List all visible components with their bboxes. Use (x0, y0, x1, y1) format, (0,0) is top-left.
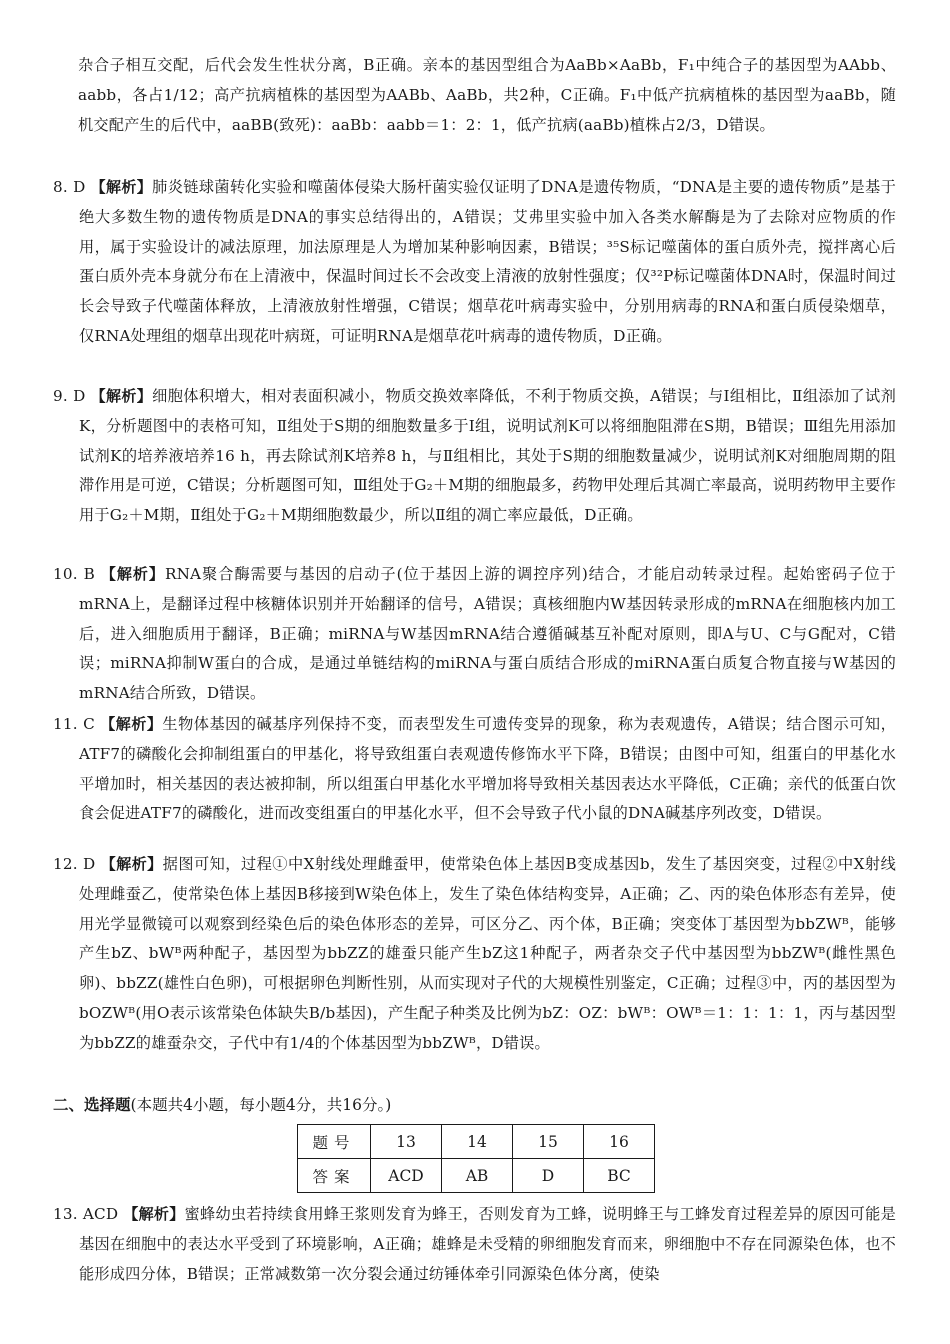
answer-item-12 (53, 850, 896, 1059)
analysis-tag: 【解析】 (123, 1205, 185, 1223)
analysis-tag: 【解析】 (90, 387, 153, 405)
item-text: 生物体基因的碱基序列保持不变，而表型发生可遗传变异的现象，称为表观遗传，A错误；结合图示可知，ATF7的磷酸化会抑制组蛋白的甲基化，将导致组蛋白表观遗传修饰水平下降，B错误；由图中可知，组蛋白的甲基化水平增加时，相关基因的表达被抑制，所以组蛋白甲基化水平增加将导致相关基因表达水平降低，C正确；亲代的低蛋白饮食会促进ATF7的磷酸化，进而改变组蛋白的甲基化水平，但不会导致子代小鼠的DNA碱基序列改变，D错误。 (79, 715, 896, 823)
answer-item-13 (53, 1200, 896, 1289)
item-number: 12. D (53, 855, 96, 873)
intro-paragraph: 杂合子相互交配，后代会发生性状分离，B正确。亲本的基因型组合为AaBb×AaBb，F₁中纯合子的基因型为AAbb、aabb，各占1/12；高产抗病植株的基因型为AABb、AaBb，共2种，C正确。F₁中低产抗病植株的基因型为aaBb，随机交配产生的后代中，aaBB(致死)：aaBb：aabb＝1：2：1，低产抗病(aaBb)植株占2/3，D错误。 (78, 56, 896, 134)
section-heading (53, 1091, 896, 1119)
answer-table (297, 1124, 655, 1193)
answer-item-9 (53, 382, 896, 531)
analysis-tag: 【解析】 (90, 178, 153, 196)
item-number: 13. ACD (53, 1205, 119, 1223)
table-cell: D (513, 1159, 584, 1193)
item-text: 据图可知，过程①中X射线处理雌蚕甲，使常染色体上基因B变成基因b，发生了基因突变，过程②中X射线处理雌蚕乙，使常染色体上基因B移接到W染色体上，发生了染色体结构变异，A正确；乙、丙的染色体形态有差异，使用光学显微镜可以观察到经染色后的染色体形态的差异，可区分乙、丙个体，B正确；突变体丁基因型为bbZWᴮ，能够产生bZ、bWᴮ两种配子，基因型为bbZZ的雄蚕只能产生bZ这1种配子，两者杂交子代中基因型为bbZWᴮ(雌性黑色卵)、bbZZ(雄性白色卵)，可根据卵色判断性别，从而实现对子代的大规模性别鉴定，C正确；过程③中，丙的基因型为bOZWᴮ(用O表示该常染色体缺失B/b基因)，产生配子种类及比例为bZ：OZ：bWᴮ：OWᴮ＝1：1：1：1，丙与基因型为bbZZ的雄蚕杂交，子代中有1/4的个体基因型为bbZWᴮ，D错误。 (79, 855, 896, 1052)
table-cell: 14 (442, 1125, 513, 1159)
section-subtitle: (本题共4小题，每小题4分，共16分。) (130, 1096, 392, 1114)
table-cell: 13 (371, 1125, 442, 1159)
item-number: 11. C (53, 715, 95, 733)
item-number: 9. D (53, 387, 86, 405)
item-text: 肺炎链球菌转化实验和噬菌体侵染大肠杆菌实验仅证明了DNA是遗传物质，“DNA是主要的遗传物质”是基于绝大多数生物的遗传物质是DNA的事实总结得出的，A错误；艾弗里实验中加入各类水解酶是为了去除对应物质的作用，属于实验设计的减法原理，加法原理是人为增加某种影响因素，B错误；³⁵S标记噬菌体的蛋白质外壳，搅拌离心后蛋白质外壳本身就分布在上清液中，保温时间过长不会改变上清液的放射性强度；仅³²P标记噬菌体DNA时，保温时间过长会导致子代噬菌体释放，上清液放射性增强，C错误；烟草花叶病毒实验中，分别用病毒的RNA和蛋白质侵染烟草，仅RNA处理组的烟草出现花叶病斑，可证明RNA是烟草花叶病毒的遗传物质，D正确。 (79, 178, 896, 345)
item-text: 细胞体积增大，相对表面积减小，物质交换效率降低，不利于物质交换，A错误；与Ⅰ组相比，Ⅱ组添加了试剂K，分析题图中的表格可知，Ⅱ组处于S期的细胞数量多于Ⅰ组，说明试剂K可以将细胞阻滞在S期，B错误；Ⅲ组先用添加试剂K的培养液培养16 h，再去除试剂K培养8 h，与Ⅱ组相比，其处于S期的细胞数量减少，说明试剂K对细胞周期的阻滞作用是可逆，C错误；分析题图可知，Ⅲ组处于G₂＋M期的细胞最多，药物甲处理后其凋亡率最高，说明药物甲主要作用于G₂＋M期，Ⅱ组处于G₂＋M期细胞数最少，所以Ⅱ组的凋亡率应最低，D正确。 (79, 387, 896, 525)
table-header-number: 题号 (298, 1125, 371, 1159)
answer-item-8 (53, 173, 896, 352)
analysis-tag: 【解析】 (100, 565, 165, 583)
table-cell: BC (584, 1159, 655, 1193)
analysis-tag: 【解析】 (100, 715, 163, 733)
table-row-numbers (298, 1125, 655, 1159)
table-cell: 16 (584, 1125, 655, 1159)
section-title: 二、选择题 (53, 1096, 131, 1114)
item-text: 蜜蜂幼虫若持续食用蜂王浆则发育为蜂王，否则发育为工蜂，说明蜂王与工蜂发育过程差异的原因可能是基因在细胞中的表达水平受到了环境影响，A正确；雄蜂是未受精的卵细胞发育而来，卵细胞中不存在同源染色体，也不能形成四分体，B错误；正常减数第一次分裂会通过纺锤体牵引同源染色体分离，使染 (79, 1205, 897, 1283)
answer-item-10 (53, 560, 896, 709)
item-number: 8. D (53, 178, 86, 196)
table-row-answers (298, 1159, 655, 1193)
item-text: RNA聚合酶需要与基因的启动子(位于基因上游的调控序列)结合，才能启动转录过程。起始密码子位于mRNA上，是翻译过程中核糖体识别并开始翻译的信号，A错误；真核细胞内W基因转录形成的mRNA在细胞核内加工后，进入细胞质用于翻译，B正确；miRNA与W基因mRNA结合遵循碱基互补配对原则，即A与U、C与G配对，C错误；miRNA抑制W蛋白的合成，是通过单链结构的miRNA与蛋白质结合形成的miRNA蛋白质复合物直接与W基因的mRNA结合所致，D错误。 (79, 565, 896, 703)
table-cell: ACD (371, 1159, 442, 1193)
table-cell: AB (442, 1159, 513, 1193)
answer-item-11 (53, 710, 896, 829)
analysis-tag: 【解析】 (100, 855, 163, 873)
table-header-answer: 答案 (298, 1159, 371, 1193)
item-number: 10. B (53, 565, 95, 583)
table-cell: 15 (513, 1125, 584, 1159)
